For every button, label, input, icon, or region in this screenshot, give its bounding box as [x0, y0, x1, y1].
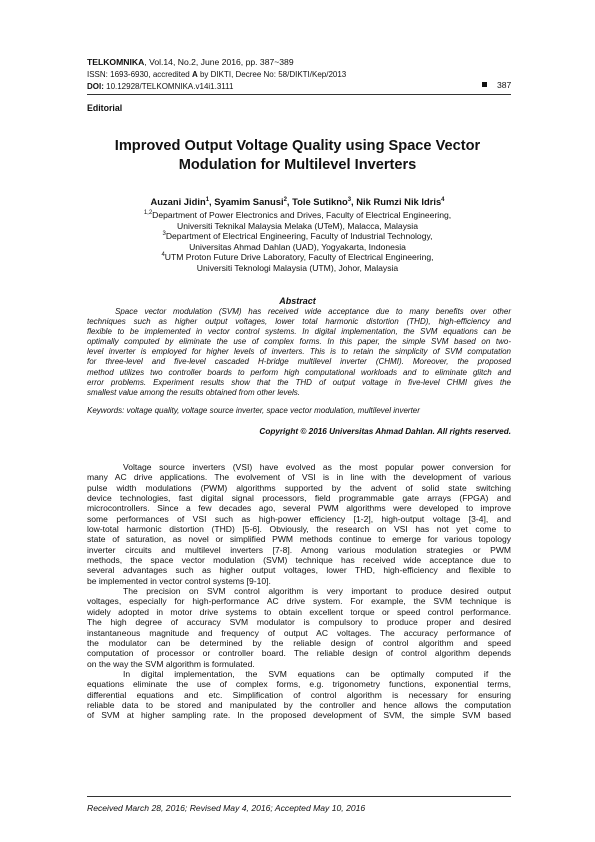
body-line: many AC drive applications. The evolvement of VSI is in line with the development of various [87, 472, 511, 483]
body-line: pulse width modulations (PWM) algorithms supported by the advent of solid state switching [87, 482, 511, 493]
title-line: Modulation for Multilevel Inverters [178, 157, 417, 173]
doi-line [87, 81, 233, 92]
doi-value: 10.12928/TELKOMNIKA.v14i1.3111 [103, 82, 234, 91]
abstract-heading: Abstract [279, 296, 316, 306]
author-list: Auzani Jidin$^1$, Syamim Sanusi$^2$, Tole Sutikno$^3$, Nik Rumzi Nik Idris$^4$ [150, 196, 445, 207]
body-line: differential equations and etc. Simplification of control algorithm is necessary for ensuring [87, 689, 511, 700]
paper-title [60, 137, 535, 175]
affiliation: $^4$UTM Proton Future Drive Laboratory, Faculty of Electrical Engineering, Universiti Teknologi Malaysia (UTM), Johor, Malaysia [161, 252, 434, 273]
body-line: equations eliminate the use of complex forms, e.g. trigonometry functions, exponential terms, [87, 679, 511, 690]
received-dates: Received March 28, 2016; Revised May 4, 2016; Accepted May 10, 2016 [87, 803, 366, 813]
abstract-line: method utilizes two controller boards to perform high computational workloads and to eliminate glitch and [87, 367, 511, 377]
body-line: The precision on SVM control algorithm is very important to produce desired output [123, 586, 511, 597]
body-line: methods, the space vector modulation (SVM) technique has received wide acceptance due to [87, 555, 511, 566]
abstract-line: for three-level and five-level cascaded H-bridge multilevel inverter (CHMI). Moreover, the proposed [87, 357, 511, 367]
author: Auzani Jidin$^1$ [150, 196, 210, 207]
body-line: device technologies, fast digital signal processors, field programmable gate arrays (FPGA) and [87, 493, 511, 504]
journal-name: TELKOMNIKA [87, 57, 145, 67]
copyright-notice: Copyright © 2016 Universitas Ahmad Dahlan. All rights reserved. [259, 427, 511, 436]
body-line: on the way the SVM algorithm is formulated. [87, 658, 255, 669]
body-line: several advantages such as higher output voltages, lower THD, high-efficiency and flexible to [87, 565, 511, 576]
abstract-line: error problems. Experiment results show that the THD of output voltage in five-level CHMI gives the [87, 377, 511, 387]
body-line: the modulator can be determined by the reliable design of control algorithm and speed [87, 637, 511, 648]
body-line: be implemented in vector control systems [9-10]. [87, 575, 271, 586]
body-line: state of saturation, as novel or simplified PWM methods continue to emerge for various topology [87, 534, 511, 545]
body-line: low-total harmonic distortion (THD) [5-6]. Obviously, the research on VSI has not yet come to [87, 524, 511, 535]
body-line: microcontrollers. Since a few decades ago, several PWM algorithms were developed to improve [87, 503, 511, 514]
abstract-line: Space vector modulation (SVM) has received wide acceptance due to many benefits over other [115, 307, 511, 316]
author: Nik Rumzi Nik Idris$^4$ [356, 196, 445, 207]
abstract-line: smallest value among the results obtained from other levels. [87, 387, 300, 397]
body-line: In digital implementation, the SVM equations can be optimally computed if the [123, 668, 511, 679]
abstract-line: level inverter is employed for higher levels of inverters. This is to retain the simplicity of SVM computation [87, 347, 511, 357]
body-line: computation of processor or controller board. The reliable design of control algorithm depends [87, 648, 511, 659]
page-number [482, 80, 511, 90]
abstract-line: flexible to be implemented in vector control systems. In digital implementation, the SVM equations can be [87, 327, 511, 337]
abstract-body [87, 307, 511, 398]
journal-citation [87, 57, 294, 68]
body-line: The high degree of accuracy SVM modulator is compulsory to produce proper and desired [87, 617, 511, 628]
body-line: Voltage source inverters (VSI) have evolved as the most popular power conversion for [123, 462, 511, 472]
section-label: Editorial [87, 103, 123, 113]
issn-text: ISSN: 1693-6930, accredited [87, 70, 192, 79]
body-line: voltages, especially for high-performance AC drive system. For example, the SVM technique is [87, 596, 511, 607]
body-line: some performances of VSI such as high-power efficiency [1-2], high-output voltage [3-4], and [87, 513, 511, 524]
body-line: instantaneous magnitude and frequency of output AC voltages. The accuracy performance of [87, 627, 511, 638]
body-text [87, 462, 511, 721]
header-divider [87, 94, 511, 95]
issn-line [87, 69, 346, 80]
body-line: widely adopted in motor drive systems to obtain excellent torque or speed control performance. [87, 606, 511, 617]
keywords: Keywords: voltage quality, voltage source inverter, space vector modulation, multilevel inverter [87, 406, 420, 415]
body-line: of SVM at higher sampling rate. In the proposed development of SVM, the simple SVM based [87, 710, 511, 721]
abstract-line: optimally computed by eliminate the use of complex forms. In this paper, the simple SVM based on two- [87, 337, 511, 347]
abstract-line: techniques such as higher output voltages, lower total harmonic distortion (THD), high-efficiency and [87, 317, 511, 327]
footer-divider [87, 796, 511, 797]
body-line: reliable data to be stored and manipulated by the controller and hence allows the computation [87, 699, 511, 710]
author: Tole Sutikno$^3$ [292, 196, 352, 207]
title-line: Improved Output Voltage Quality using Space Vector [114, 138, 481, 154]
affiliation: $^3$Department of Electrical Engineering, Faculty of Industrial Technology, Universitas Ahmad Dahlan (UAD), Yogyakarta, Indonesia [162, 231, 433, 252]
body-line: inverter circuits and multilevel inverters [7-8]. Among various modulation strategies or PWM [87, 544, 511, 555]
page-number-value: 387 [497, 80, 512, 90]
doi-label: DOI: [87, 82, 104, 91]
accreditation-grade: A [191, 70, 198, 79]
decree-text: by DIKTI, Decree No: 58/DIKTI/Kep/2013 [197, 70, 347, 79]
journal-volume-info: , Vol.14, No.2, June 2016, pp. 387~389 [144, 57, 294, 67]
author: Syamim Sanusi$^2$ [214, 196, 287, 207]
square-bullet-icon [482, 82, 487, 87]
affiliation: $^{1,2}$Department of Power Electronics and Drives, Faculty of Electrical Engineering, Universiti Teknikal Malaysia Melaka (UTeM), Malacca, Malaysia [143, 210, 452, 231]
